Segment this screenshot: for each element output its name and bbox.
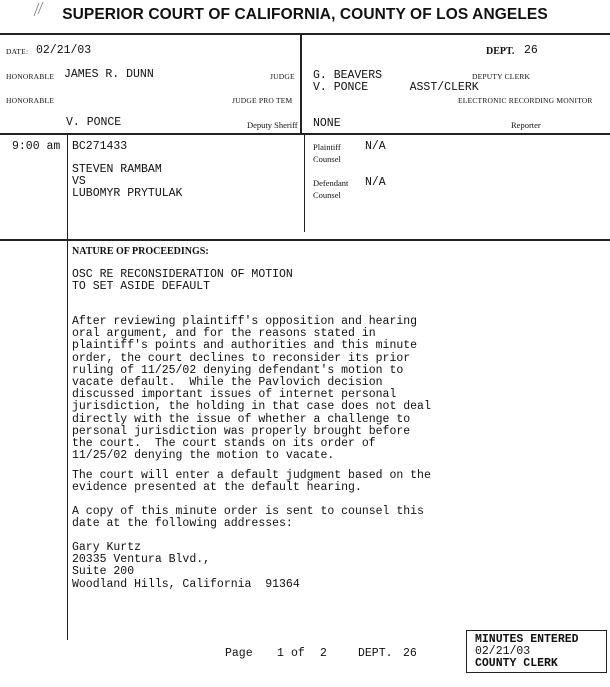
page-label: Page [225, 647, 253, 660]
ruling-paragraph: After reviewing plaintiff's opposition and hearing oral argument, and for the reasons stated in plaintiff's points and authorities and this minute order, the court declines to reconsider its prior ruling of 11/25/02 denying defendant's motion to vacate default. While the Pavlovich decision discussed important issues of internet personal jurisdiction, the holding in that case does not deal directly with the issue of whether a challenge to personal jurisdiction was properly brought before the court. The court stands on its order of 11/25/02 denying the motion to vacate. [72, 315, 431, 463]
ero-label: ELECTRONIC RECORDING MONITOR [458, 96, 593, 105]
defendant-counsel-label: Counsel [313, 190, 341, 200]
case-time: 9:00 am [12, 140, 61, 153]
deputy-sheriff-name: V. PONCE [66, 116, 122, 129]
judge-name: JAMES R. DUNN [64, 68, 154, 81]
notice-paragraph: A copy of this minute order is sent to counsel this date at the following addresses: [72, 505, 424, 531]
party-plaintiff: STEVEN RAMBAM [72, 163, 162, 176]
page-of: of [291, 647, 305, 660]
proceedings-top-rule [0, 239, 610, 241]
case-time-divider [67, 134, 68, 640]
date-value: 02/21/03 [36, 44, 92, 57]
honorable-label: HONORABLE [6, 72, 55, 81]
versus-label: VS [72, 175, 86, 188]
case-counsel-divider [304, 134, 305, 232]
party-defendant: LUBOMYR PRYTULAK [72, 187, 183, 200]
judge-label: JUDGE [270, 72, 295, 81]
stamp-line-3: COUNTY CLERK [475, 657, 558, 670]
header-center-divider [300, 34, 302, 134]
defendant-counsel-value: N/A [365, 176, 386, 189]
date-label: DATE: [6, 47, 29, 56]
defendant-label: Defendant [313, 178, 349, 188]
reporter-label: Reporter [511, 120, 541, 130]
header-bottom-rule [0, 133, 610, 135]
deputy-sheriff-label: Deputy Sheriff [247, 120, 298, 130]
footer-dept-value: 26 [403, 647, 417, 660]
reporter-name: NONE [313, 117, 341, 130]
honorable-pro-tem-label: HONORABLE [6, 96, 55, 105]
clerk-line-1: G. BEAVERS [313, 69, 383, 82]
footer-dept-label: DEPT. [358, 647, 393, 660]
page-total: 2 [320, 647, 327, 660]
dept-label: DEPT. [486, 46, 515, 57]
stamp-line-1: MINUTES ENTERED [475, 633, 579, 646]
deputy-clerk-label: DEPUTY CLERK [472, 72, 531, 81]
plaintiff-label: Plaintiff [313, 142, 341, 152]
clerk-line-2: V. PONCE ASST/CLERK [313, 81, 479, 94]
case-number: BC271433 [72, 140, 128, 153]
page-current: 1 [277, 647, 284, 660]
header-top-rule [0, 33, 610, 35]
judge-pro-tem-label: JUDGE PRO TEM [232, 96, 293, 105]
plaintiff-counsel-label: Counsel [313, 154, 341, 164]
dept-value: 26 [524, 44, 538, 57]
default-judgment-paragraph: The court will enter a default judgment based on the evidence presented at the default hearing. [72, 469, 431, 495]
proceedings-title: OSC RE RECONSIDERATION OF MOTION TO SET ASIDE DEFAULT [72, 268, 293, 294]
minutes-entered-stamp [466, 630, 607, 673]
counsel-address: Gary Kurtz 20335 Ventura Blvd., Suite 200 Woodland Hills, California 91364 [72, 541, 300, 591]
court-title: SUPERIOR COURT OF CALIFORNIA, COUNTY OF LOS ANGELES [62, 6, 548, 23]
proceedings-heading: NATURE OF PROCEEDINGS: [72, 246, 209, 257]
plaintiff-counsel-value: N/A [365, 140, 386, 153]
stamp-line-2: 02/21/03 [475, 645, 531, 658]
